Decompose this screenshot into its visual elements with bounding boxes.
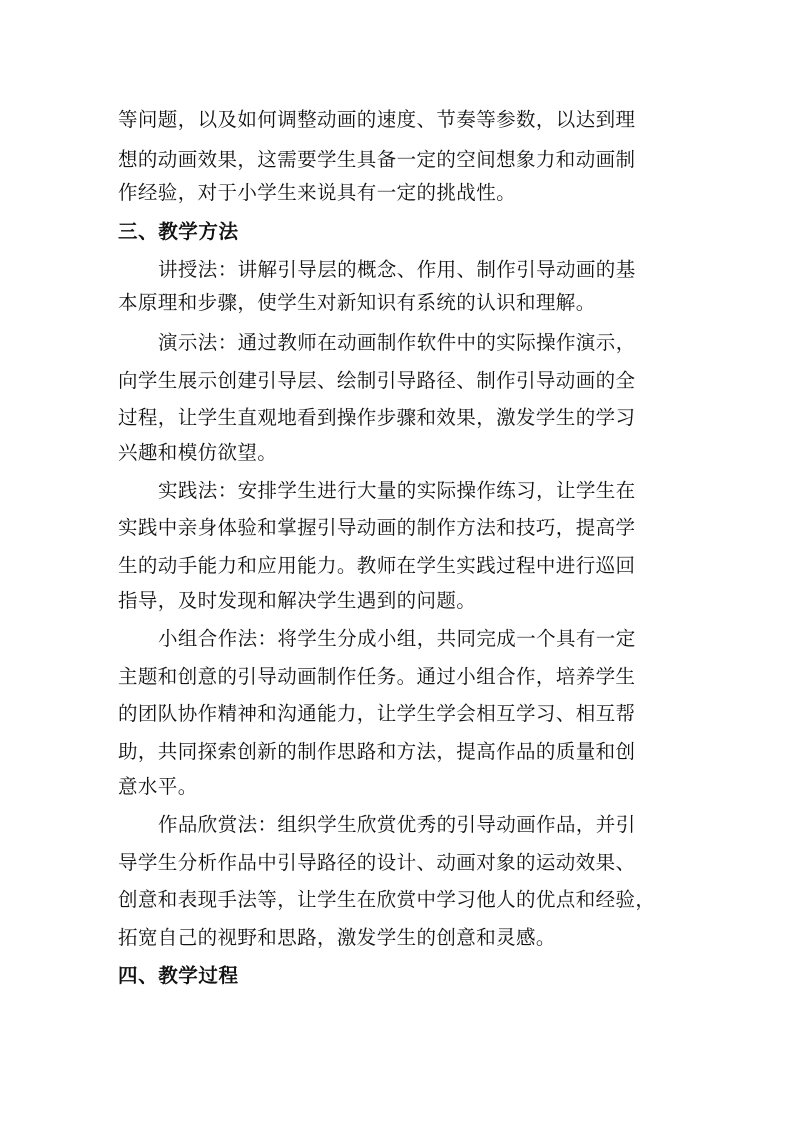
demo-method-line-2: 向学生展示创建引导层、绘制引导路径、制作引导动画的全 xyxy=(118,369,636,392)
lecture-method-line-1: 讲授法：讲解引导层的概念、作用、制作引导动画的基 xyxy=(158,258,636,281)
section-heading-teaching-methods: 三、教学方法 xyxy=(118,220,239,243)
intro-line-3: 作经验，对于小学生来说具有一定的挑战性。 xyxy=(118,181,517,204)
intro-line-2: 想的动画效果，这需要学生具备一定的空间想象力和动画制 xyxy=(118,148,636,171)
practice-method-line-4: 指导，及时发现和解决学生遇到的问题。 xyxy=(118,589,477,612)
intro-line-1: 等问题，以及如何调整动画的速度、节奏等参数，以达到理 xyxy=(118,108,636,131)
demo-method-line-4: 兴趣和模仿欲望。 xyxy=(118,441,278,464)
section-heading-teaching-process: 四、教学过程 xyxy=(118,964,239,987)
group-method-line-4: 助，共同探索创新的制作思路和方法，提高作品的质量和创 xyxy=(118,740,636,763)
group-method-line-3: 的团队协作精神和沟通能力，让学生学会相互学习、相互帮 xyxy=(118,702,636,725)
practice-method-line-2: 实践中亲身体验和掌握引导动画的制作方法和技巧，提高学 xyxy=(118,516,636,539)
appreciation-method-line-2: 导学生分析作品中引导路径的设计、动画对象的运动效果、 xyxy=(118,851,636,874)
group-method-line-1: 小组合作法：将学生分成小组，共同完成一个具有一定 xyxy=(158,627,636,650)
practice-method-line-3: 生的动手能力和应用能力。教师在学生实践过程中进行巡回 xyxy=(118,554,636,577)
appreciation-method-line-4: 拓宽自己的视野和思路，激发学生的创意和灵感。 xyxy=(118,926,556,949)
group-method-line-2: 主题和创意的引导动画制作任务。通过小组合作，培养学生 xyxy=(118,665,636,688)
demo-method-line-1: 演示法：通过教师在动画制作软件中的实际操作演示， xyxy=(158,331,636,354)
group-method-line-5: 意水平。 xyxy=(118,775,198,798)
appreciation-method-line-3: 创意和表现手法等，让学生在欣赏中学习他人的优点和经验， xyxy=(118,888,656,911)
lecture-method-line-2: 本原理和步骤，使学生对新知识有系统的认识和理解。 xyxy=(118,291,596,314)
practice-method-line-1: 实践法：安排学生进行大量的实际操作练习，让学生在 xyxy=(158,479,636,502)
appreciation-method-line-1: 作品欣赏法：组织学生欣赏优秀的引导动画作品，并引 xyxy=(158,813,636,836)
demo-method-line-3: 过程，让学生直观地看到操作步骤和效果，激发学生的学习 xyxy=(118,406,636,429)
